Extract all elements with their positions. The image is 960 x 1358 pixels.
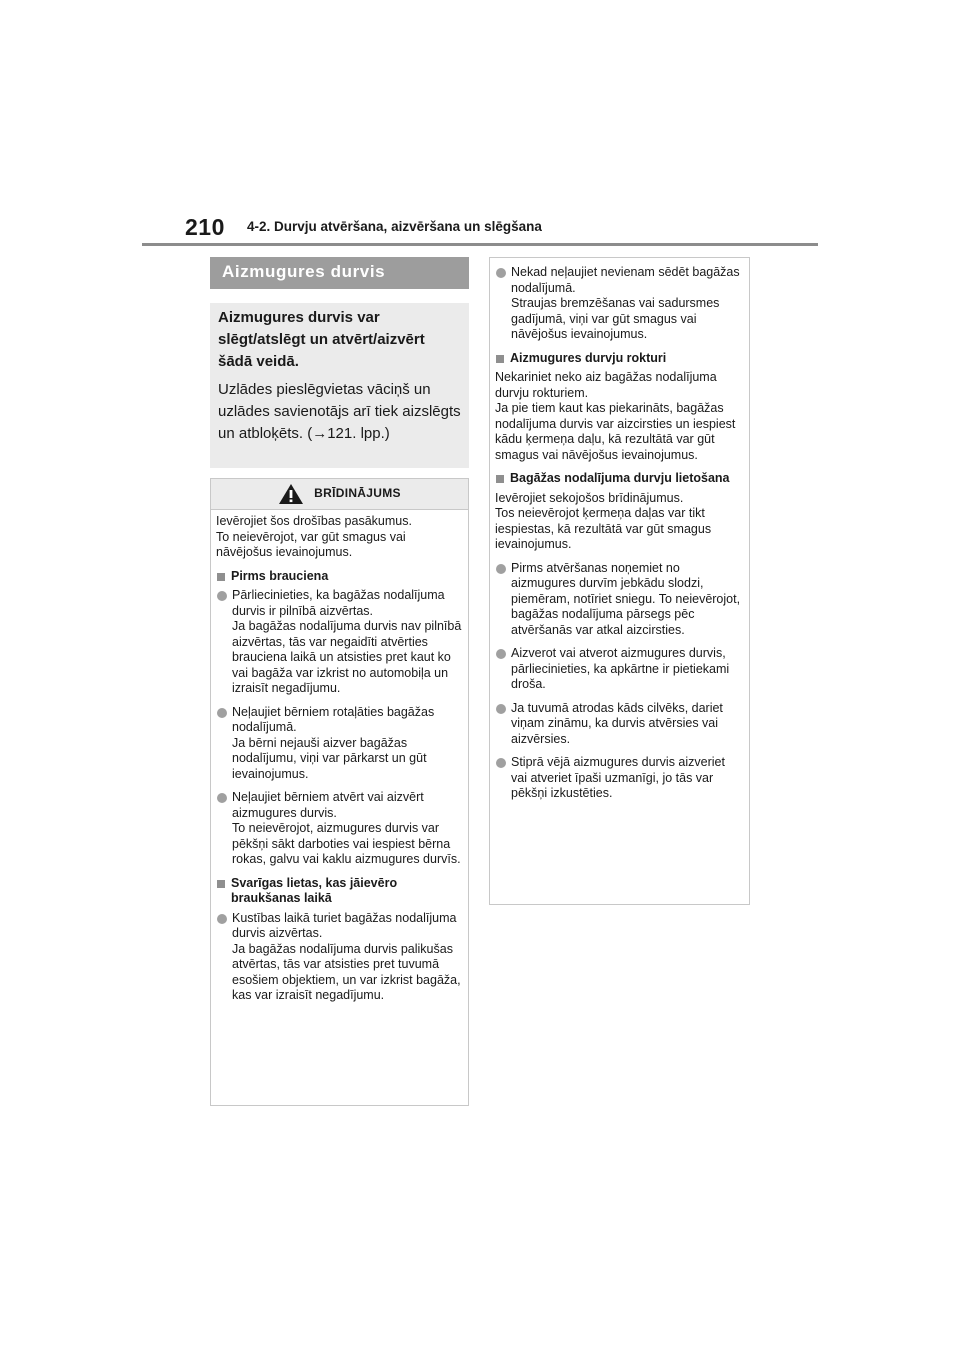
warning-box-continued — [489, 257, 750, 905]
header-divider — [142, 243, 818, 246]
section-title: Aizmugures durvis — [210, 257, 469, 289]
list-item-text: Neļaujiet bērniem atvērt vai aizvērt aizmugures durvis. To neievērojot, aizmugures durvis var pēkšņi sākt darboties vai iespiest bērna rokas, galvu vai kaklu aizmugures durvīs. — [232, 790, 461, 866]
circle-bullet-icon — [496, 758, 506, 768]
subheading-text: Bagāžas nodalījuma durvju lietošana — [510, 471, 730, 485]
list-item — [495, 265, 743, 343]
square-bullet-icon — [496, 355, 504, 363]
list-item-text: Pārliecinieties, ka bagāžas nodalījuma durvis ir pilnībā aizvērtas. Ja bagāžas nodalījuma durvis nav pilnībā aizvērtas, tās var negaidīti atvērties brauciena laikā un atsisties pret kaut ko vai bagāža var izkrist no automobiļa un izraisīt negadījumu. — [232, 588, 462, 695]
circle-bullet-icon — [217, 708, 227, 718]
circle-bullet-icon — [217, 914, 227, 924]
circle-bullet-icon — [217, 591, 227, 601]
paragraph: Ievērojiet sekojošos brīdinājumus. Tos neievērojot ķermeņa daļas var tikt iespiestas, kā rezultātā var gūt smagus ievainojumus. — [495, 490, 712, 551]
circle-bullet-icon — [496, 564, 506, 574]
list-item — [216, 588, 462, 697]
warning-title: BRĪDINĀJUMS — [314, 486, 401, 501]
subheading — [216, 876, 462, 907]
list-item — [216, 911, 462, 1004]
warning-header — [211, 479, 468, 510]
circle-bullet-icon — [496, 704, 506, 714]
list-item-text: Ja tuvumā atrodas kāds cilvēks, dariet viņam zināmu, ka durvis atvērsies vai aizvērsies. — [511, 700, 723, 746]
circle-bullet-icon — [496, 268, 506, 278]
list-item-text: Stiprā vējā aizmugures durvis aizveriet vai atveriet īpaši uzmanīgi, jo tās var pēkšņi izkustēties. — [511, 755, 725, 800]
paragraph: Nekariniet neko aiz bagāžas nodalījuma durvju rokturiem. Ja pie tiem kaut kas piekarināts, bagāžas nodalījuma durvis var aizcirsties un iespiest kādu ķermeņa daļu, kā rezultātā var gūt smagus vai nāvējošus ievainojumus. — [495, 370, 736, 462]
circle-bullet-icon — [496, 649, 506, 659]
square-bullet-icon — [496, 475, 504, 483]
list-item — [216, 705, 462, 783]
list-item — [495, 701, 743, 748]
warning-triangle-icon — [278, 483, 304, 505]
list-item-text: Kustības laikā turiet bagāžas nodalījuma durvis aizvērtas. Ja bagāžas nodalījuma durvis palikušas atvērtas, tās var atsisties pret tuvumā esošiem objektiem, un var izkrist bagāža, kas var izraisīt negadījumu. — [232, 910, 461, 1002]
list-item — [495, 646, 743, 693]
subheading — [216, 569, 462, 585]
list-item-text: Neļaujiet bērniem rotaļāties bagāžas nodalījumā. Ja bērni nejauši aizver bagāžas nodalījumu, viņi var pārkarst un gūt ievainojumus. — [232, 704, 435, 781]
subheading-text: Svarīgas lietas, kas jāievēro braukšanas laikā — [231, 875, 398, 905]
circle-bullet-icon — [217, 793, 227, 803]
warning-intro: Ievērojiet šos drošības pasākumus. To neievērojot, var gūt smagus vai nāvējošus ievainojumus. — [216, 514, 412, 559]
list-item-text: Nekad neļaujiet nevienam sēdēt bagāžas nodalījumā. Straujas bremzēšanas vai sadursmes gadījumā, viņi var gūt smagus vai nāvējošus ievainojumus. — [511, 265, 740, 341]
list-item — [495, 561, 743, 639]
list-item — [216, 790, 462, 868]
subheading — [495, 471, 743, 487]
list-item-text: Pirms atvēršanas noņemiet no aizmugures durvīm jebkādu slodzi, piemēram, notīriet sniegu. To neievērojot, bagāžas nodalījuma pārsegs pēc atvēršanās var atkal aizcirsties. — [511, 560, 741, 637]
warning-box — [210, 478, 469, 1106]
page-number: 210 — [185, 214, 225, 240]
section-intro: Aizmugures durvis var slēgt/atslēgt un atvērt/aizvērt šādā veidā. — [218, 309, 425, 370]
subheading-text: Pirms brauciena — [231, 568, 329, 583]
chapter-title: 4-2. Durvju atvēršana, aizvēršana un slēgšana — [247, 219, 542, 234]
section-note: Uzlādes pieslēgvietas vāciņš un uzlādes savienotājs arī tiek aizslēgts un atbloķēts. (→121. lpp.) — [218, 381, 461, 442]
info-box — [210, 303, 469, 468]
subheading — [495, 351, 743, 367]
square-bullet-icon — [217, 880, 225, 888]
list-item — [495, 755, 743, 802]
square-bullet-icon — [217, 573, 225, 581]
list-item-text: Aizverot vai atverot aizmugures durvis, pārliecinieties, ka apkārtne ir pietiekami droša. — [511, 646, 730, 691]
subheading-text: Aizmugures durvju rokturi — [510, 350, 667, 365]
